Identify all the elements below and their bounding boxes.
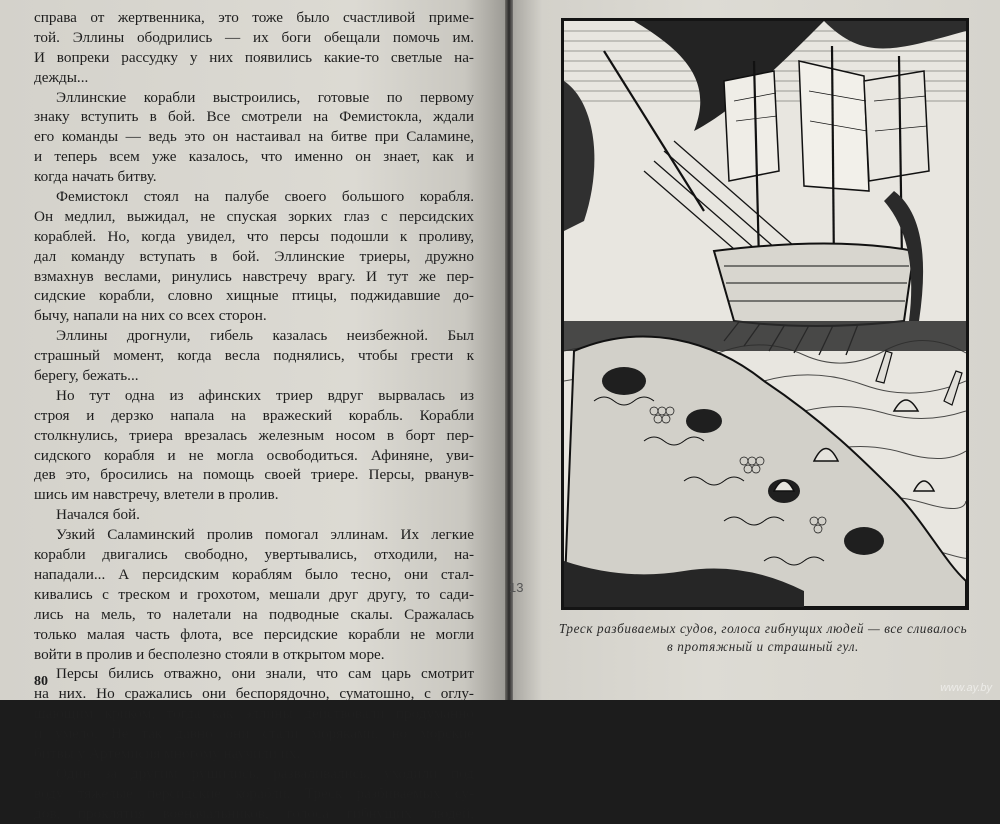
text-line: битвы у Артемисия многому научили их. bbox=[34, 744, 301, 762]
text-line: страшный момент, когда весла поднялись, чтобы грести к bbox=[34, 347, 474, 365]
text-line: Эллинские корабли выстроились, готовые по первому bbox=[56, 88, 474, 106]
text-line: столкнулись, триера врезалась железным носом в борт пер- bbox=[34, 426, 474, 444]
page-number: 80 bbox=[34, 674, 48, 689]
text-line: шись им навстречу, влетели в пролив. bbox=[34, 486, 279, 504]
text-line: дев это, бросились на помощь своей триере. Персы, рванув- bbox=[34, 466, 474, 484]
text-line: только малая часть флота, все персидские корабли не могли bbox=[34, 625, 474, 643]
text-line: дал команду вступать в бой. Эллинские триеры, дружно bbox=[34, 247, 474, 265]
text-line: Фемистокл стоял на палубе своего большого корабля. bbox=[56, 188, 474, 206]
text-line: строя и дерзко напала на вражеский корабль. Корабли bbox=[34, 406, 474, 424]
caption-line: в протяжный и страшный гул. bbox=[667, 639, 859, 654]
plate-mark: 13 bbox=[509, 580, 524, 595]
book-gutter bbox=[505, 0, 513, 700]
text-line: кивались с треском и грохотом, мешали друг другу, то сади- bbox=[34, 585, 474, 603]
text-line: сидского корабля и не могла освободиться. Афиняне, уви- bbox=[34, 446, 474, 464]
caption-line: Треск разбиваемых судов, голоса гибнущих людей — все сливалось bbox=[558, 621, 968, 636]
text-line: Он медлил, выжидал, не спуская зорких глаз с персидских bbox=[34, 207, 474, 225]
text-line: Эллины дрогнули, гибель казалась неизбежной. Был bbox=[56, 327, 474, 345]
text-line: берегу, бежать... bbox=[34, 367, 139, 385]
text-line: воду тяжелые персидские корабли. Треск разбиваемых су- bbox=[34, 784, 474, 802]
text-line: корабли двигались свободно, увертывались, отходили, на- bbox=[34, 546, 474, 564]
text-line: Узкий Саламинский пролив помогал эллинам. Их легкие bbox=[56, 526, 474, 544]
text-line: нападали... А персидским кораблям было тесно, они стал- bbox=[34, 565, 474, 583]
body-text bbox=[34, 8, 474, 824]
watermark: www.ay.by bbox=[940, 682, 992, 694]
text-line: его команды — ведь это он настаивал на битве при Саламине, bbox=[34, 128, 474, 146]
text-line: справа от жертвенника, это тоже было счастливой приме- bbox=[34, 9, 474, 26]
text-line: и умело. Не так давно они стали моряками, но морские bbox=[34, 725, 474, 743]
text-line: той. Эллины ободрились — их боги обещали помочь им. bbox=[34, 28, 474, 46]
text-line: взмахнув веслами, ринулись навстречу врагу. И тут же пер- bbox=[34, 267, 474, 285]
text-line: кораблей. Но, когда увидел, что персы подошли к проливу, bbox=[34, 227, 474, 245]
text-line: войти в пролив и бесполезно стояли в открытом море. bbox=[34, 645, 385, 663]
text-line: когда начать битву. bbox=[34, 168, 157, 186]
illustration-caption bbox=[543, 620, 983, 656]
text-line: дов, проклятия военачальников, голоса гибнущих людей, bbox=[34, 804, 474, 822]
text-line: Один за другим рушились, разваливались, уходили под bbox=[56, 764, 474, 782]
text-line: и теперь всем уже казалось, что именно он знает, как и bbox=[34, 148, 474, 166]
battle-illustration bbox=[561, 18, 969, 610]
text-line: лись на мель, то налетали на подводные скалы. Сражалась bbox=[34, 605, 474, 623]
right-page bbox=[509, 0, 1000, 700]
text-line: Начался бой. bbox=[56, 506, 140, 524]
text-line: И вопреки рассудку у них появились какие-то светлые на- bbox=[34, 48, 474, 66]
text-line: на них. Но сражались они беспорядочно, суматошно, с оглу- bbox=[34, 685, 474, 703]
naval-battle-engraving bbox=[564, 21, 966, 607]
text-line: Но тут одна из афинских триер вдруг вырвалась из bbox=[56, 386, 474, 404]
text-line: сидские корабли, словно хищные птицы, поджидавшие до- bbox=[34, 287, 474, 305]
text-line: Персы бились отважно, они знали, что сам царь смотрит bbox=[56, 665, 474, 683]
text-line: шающим криком, тогда как эллины действовали продуманно bbox=[34, 705, 474, 723]
text-line: бычу, напали на них со всех сторон. bbox=[34, 307, 267, 325]
text-line: знаку вступить в бой. Все смотрели на Фемистокла, ждали bbox=[34, 108, 474, 126]
text-line: дежды... bbox=[34, 68, 89, 86]
